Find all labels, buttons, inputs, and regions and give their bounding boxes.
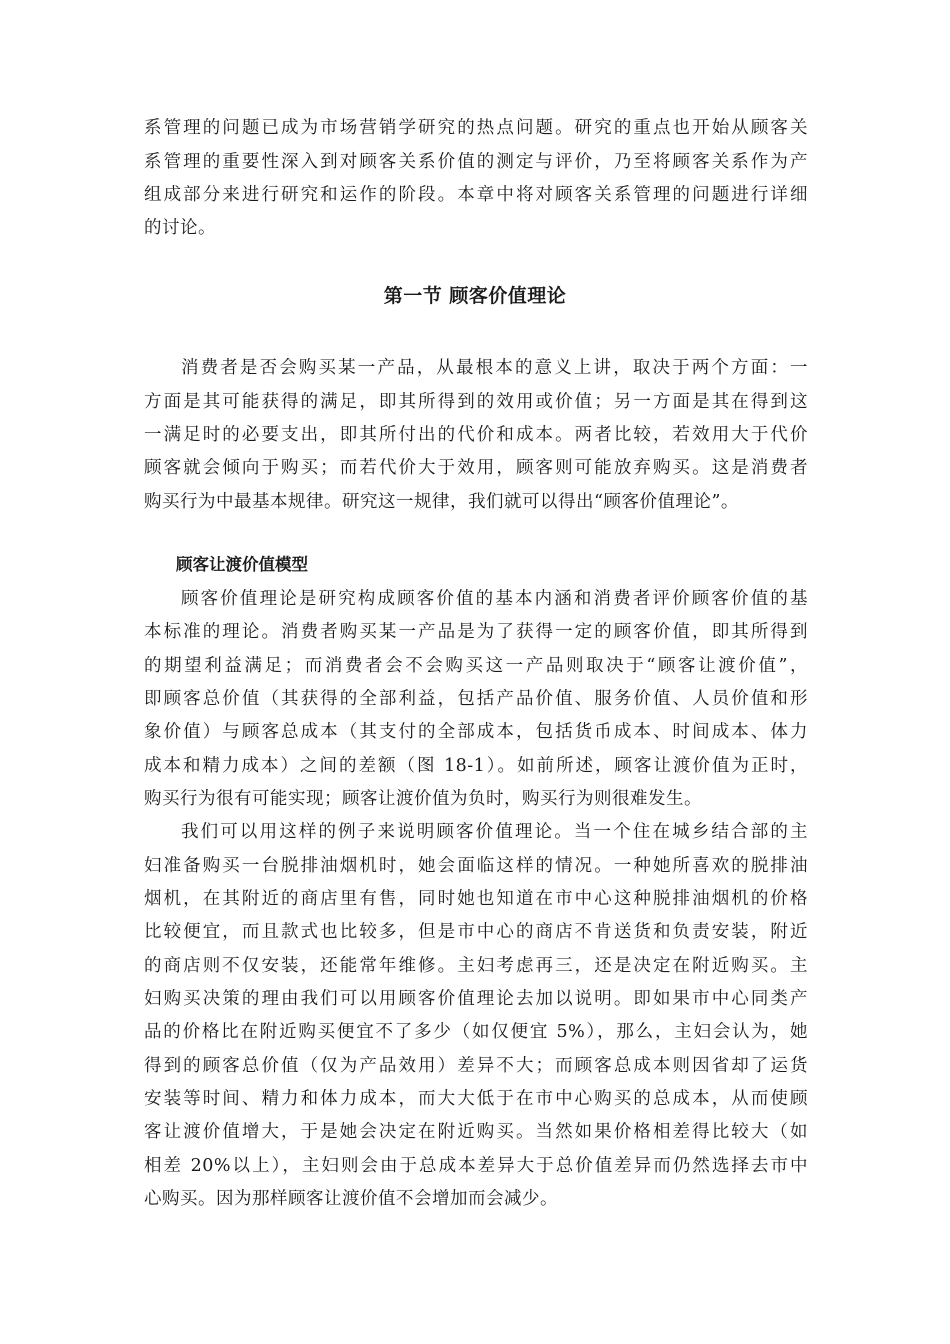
paragraph-line: 购买行为中最基本规律。研究这一规律，我们就可以得出“顾客价值理论”。 (144, 492, 739, 512)
paragraph-line: 妇购买决策的理由我们可以用顾客价值理论去加以说明。即如果市中心同类产 (144, 989, 808, 1009)
paragraph-line: 心购买。因为那样顾客让渡价值不会增加而会减少。 (144, 1189, 558, 1209)
paragraph-line: 品的价格比在附近购买便宜不了多少（如仅便宜 5%），那么，主妇会认为，她 (144, 1022, 808, 1042)
paragraph-line: 客让渡价值增大，于是她会决定在附近购买。当然如果价格相差得比较大（如 (144, 1122, 808, 1142)
paragraph-line: 本标准的理论。消费者购买某一产品是为了获得一定的顾客价值，即其所得到 (144, 622, 808, 642)
paragraph-line: 我们可以用这样的例子来说明顾客价值理论。当一个住在城乡结合部的主 (181, 822, 808, 842)
subsection-title: 顾客让渡价值模型 (176, 555, 308, 574)
intro-line: 系管理的重要性深入到对顾客关系价值的测定与评价，乃至将顾客关系作为产 (144, 152, 808, 172)
paragraph-line: 相差 20%以上），主妇则会由于总成本差异大于总价值差异而仍然选择去市中 (144, 1156, 808, 1176)
paragraph-line: 妇准备购买一台脱排油烟机时，她会面临这样的情况。一种她所喜欢的脱排油 (144, 856, 808, 876)
section-title: 第一节 顾客价值理论 (383, 285, 567, 307)
paragraph-line: 方面是其可能获得的满足，即其所得到的效用或价值；另一方面是其在得到这 (144, 392, 808, 412)
paragraph-line: 比较便宜，而且款式也比较多，但是市中心的商店不肯送货和负责安装，附近 (144, 922, 808, 942)
paragraph-line: 的商店则不仅安装，还能常年维修。主妇考虑再三，还是决定在附近购买。主 (144, 956, 808, 976)
paragraph-line: 消费者是否会购买某一产品，从最根本的意义上讲，取决于两个方面：一 (181, 358, 808, 378)
paragraph-line: 烟机，在其附近的商店里有售，同时她也知道在市中心这种脱排油烟机的价格 (144, 889, 808, 909)
intro-line: 组成部分来进行研究和运作的阶段。本章中将对顾客关系管理的问题进行详细 (144, 185, 808, 205)
paragraph-line: 得到的顾客总价值（仅为产品效用）差异不大；而顾客总成本则因省却了运货 (144, 1056, 808, 1076)
paragraph-line: 的期望利益满足；而消费者会不会购买这一产品则取决于“顾客让渡价值”， (144, 656, 808, 676)
paragraph-line: 顾客价值理论是研究构成顾客价值的基本内涵和消费者评价顾客价值的基 (181, 589, 808, 609)
paragraph-line: 一满足时的必要支出，即其所付出的代价和成本。两者比较，若效用大于代价 (144, 425, 808, 445)
paragraph-line: 顾客就会倾向于购买；而若代价大于效用，顾客则可能放弃购买。这是消费者 (144, 458, 808, 478)
paragraph-line: 即顾客总价值（其获得的全部利益，包括产品价值、服务价值、人员价值和形 (144, 689, 808, 709)
paragraph-line: 成本和精力成本）之间的差额（图 18-1）。如前所述，顾客让渡价值为正时， (144, 756, 808, 776)
paragraph-line: 安装等时间、精力和体力成本，而大大低于在市中心购买的总成本，从而使顾 (144, 1089, 808, 1109)
intro-line: 的讨论。 (144, 218, 216, 238)
paragraph-line: 购买行为很有可能实现；顾客让渡价值为负时，购买行为则很难发生。 (144, 789, 702, 809)
intro-line: 系管理的问题已成为市场营销学研究的热点问题。研究的重点也开始从顾客关 (144, 118, 808, 138)
paragraph-line: 象价值）与顾客总成本（其支付的全部成本，包括货币成本、时间成本、体力 (144, 722, 808, 742)
